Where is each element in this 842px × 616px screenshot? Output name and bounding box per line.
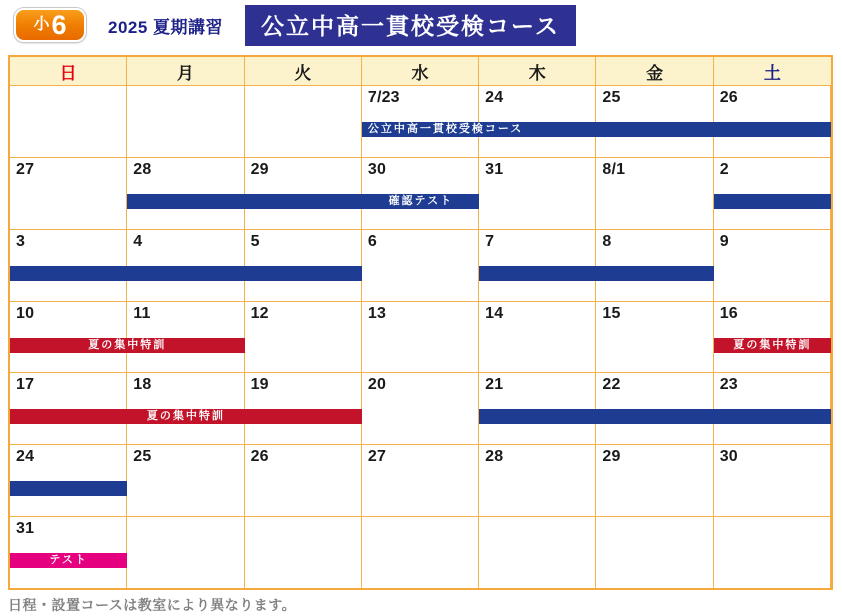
day-number: 5 <box>250 232 260 250</box>
day-number: 10 <box>16 304 35 322</box>
day-cell-29 <box>245 157 362 229</box>
day-number: 2 <box>719 160 729 178</box>
day-cell-25 <box>596 85 713 157</box>
day-number: 30 <box>719 448 738 466</box>
season-label: 2025 夏期講習 <box>108 17 224 37</box>
day-cell-2 <box>714 157 831 229</box>
day-cell-7 <box>479 229 596 301</box>
week-row-5 <box>10 372 831 444</box>
week-row-4 <box>10 301 831 373</box>
day-cell-4 <box>127 229 244 301</box>
day-number: 26 <box>719 89 738 106</box>
day-number: 17 <box>16 376 35 394</box>
calendar-weeks <box>10 85 831 588</box>
event-bar-夏の集中特訓: 夏の集中特訓 <box>714 338 831 353</box>
day-cell-20 <box>362 372 479 444</box>
day-cell-27 <box>10 157 127 229</box>
week-row-6 <box>10 444 831 516</box>
day-cell-30 <box>362 157 479 229</box>
day-cell-7/23 <box>362 85 479 157</box>
weekday-label-水: 水 <box>362 57 479 85</box>
day-cell-26 <box>245 444 362 516</box>
day-cell-23 <box>714 372 831 444</box>
day-number: 15 <box>602 304 621 322</box>
day-cell-28 <box>479 444 596 516</box>
day-cell-24 <box>479 85 596 157</box>
day-number: 12 <box>250 304 269 322</box>
weekday-label-土: 土 <box>763 63 781 83</box>
day-number: 7 <box>485 232 495 250</box>
day-cell-empty <box>596 516 713 588</box>
event-bar <box>10 266 362 281</box>
weekday-label-月: 月 <box>127 57 244 85</box>
day-number: 9 <box>719 232 729 250</box>
footer-note: 日程・設置コースは教室により異なります。 <box>8 597 297 613</box>
day-cell-10 <box>10 301 127 373</box>
day-number: 23 <box>719 376 738 394</box>
day-cell-11 <box>127 301 244 373</box>
day-number: 13 <box>367 304 387 322</box>
day-cell-empty <box>362 516 479 588</box>
day-cell-empty <box>245 516 362 588</box>
day-number: 8/1 <box>602 160 626 178</box>
day-cell-31 <box>479 157 596 229</box>
day-number: 24 <box>16 448 35 466</box>
day-number: 11 <box>133 304 151 322</box>
day-cell-25 <box>127 444 244 516</box>
day-cell-12 <box>245 301 362 373</box>
event-bar <box>479 266 714 281</box>
course-title-banner: 公立中高一貫校受検コース <box>245 5 576 46</box>
day-cell-15 <box>596 301 713 373</box>
day-cell-empty <box>127 85 244 157</box>
day-cell-27 <box>362 444 479 516</box>
day-cell-6 <box>362 229 479 301</box>
grade-badge <box>14 8 86 42</box>
day-number: 8 <box>602 232 612 250</box>
day-number: 26 <box>250 448 269 466</box>
week-row-7 <box>10 516 831 588</box>
day-number: 29 <box>602 448 621 466</box>
event-bar <box>10 481 127 496</box>
day-cell-29 <box>596 444 713 516</box>
day-number: 31 <box>485 160 504 178</box>
day-number: 14 <box>485 304 504 322</box>
event-bar-確認テスト: 確認テスト <box>127 194 479 209</box>
calendar-grid <box>8 55 833 590</box>
day-cell-26 <box>714 85 831 157</box>
day-cell-22 <box>596 372 713 444</box>
day-cell-30 <box>714 444 831 516</box>
day-cell-14 <box>479 301 596 373</box>
day-number: 25 <box>602 89 621 106</box>
week-row-3 <box>10 229 831 301</box>
day-cell-empty <box>127 516 244 588</box>
day-cell-5 <box>245 229 362 301</box>
weekday-header-row <box>10 57 831 85</box>
day-number: 6 <box>367 232 377 250</box>
weekday-label-金: 金 <box>596 57 713 85</box>
day-number: 7/23 <box>367 89 400 106</box>
day-cell-18 <box>127 372 244 444</box>
week-row-2 <box>10 157 831 229</box>
day-number: 28 <box>485 448 504 466</box>
day-number: 19 <box>250 376 269 394</box>
day-number: 30 <box>367 160 387 178</box>
day-cell-empty <box>479 516 596 588</box>
grade-prefix-label: 小 <box>33 16 50 33</box>
day-cell-17 <box>10 372 127 444</box>
day-number: 20 <box>367 376 387 394</box>
weekday-label-木: 木 <box>479 57 596 85</box>
weekday-label-火: 火 <box>245 57 362 85</box>
weekday-label-日: 日 <box>10 57 127 85</box>
page-header <box>14 7 576 43</box>
day-cell-8/1 <box>596 157 713 229</box>
day-number: 28 <box>133 160 152 178</box>
day-number: 16 <box>719 304 738 322</box>
day-number: 21 <box>485 376 504 394</box>
day-cell-31 <box>10 516 127 588</box>
day-cell-16 <box>714 301 831 373</box>
day-number: 27 <box>16 160 35 178</box>
week-row-1 <box>10 85 831 157</box>
day-number: 22 <box>602 376 621 394</box>
day-cell-3 <box>10 229 127 301</box>
event-bar-夏の集中特訓: 夏の集中特訓 <box>10 338 245 353</box>
day-cell-19 <box>245 372 362 444</box>
day-cell-empty <box>714 516 831 588</box>
day-number: 24 <box>485 89 504 106</box>
event-bar <box>714 194 831 209</box>
day-cell-empty <box>10 85 127 157</box>
day-cell-13 <box>362 301 479 373</box>
day-cell-8 <box>596 229 713 301</box>
day-number: 4 <box>133 232 143 250</box>
day-cell-24 <box>10 444 127 516</box>
event-bar-テスト: テスト <box>10 553 127 568</box>
day-cell-21 <box>479 372 596 444</box>
event-bar <box>479 409 831 424</box>
day-cell-28 <box>127 157 244 229</box>
day-cell-empty <box>245 85 362 157</box>
day-number: 27 <box>367 448 387 466</box>
day-number: 29 <box>250 160 269 178</box>
event-bar-公立中高一貫校受検コース: 公立中高一貫校受検コース <box>362 122 831 137</box>
day-number: 3 <box>16 232 26 250</box>
event-bar-夏の集中特訓: 夏の集中特訓 <box>10 409 362 424</box>
day-number: 25 <box>133 448 152 466</box>
day-number: 18 <box>133 376 152 394</box>
grade-number-label: 6 <box>51 9 67 40</box>
day-number: 31 <box>16 520 35 538</box>
day-cell-9 <box>714 229 831 301</box>
